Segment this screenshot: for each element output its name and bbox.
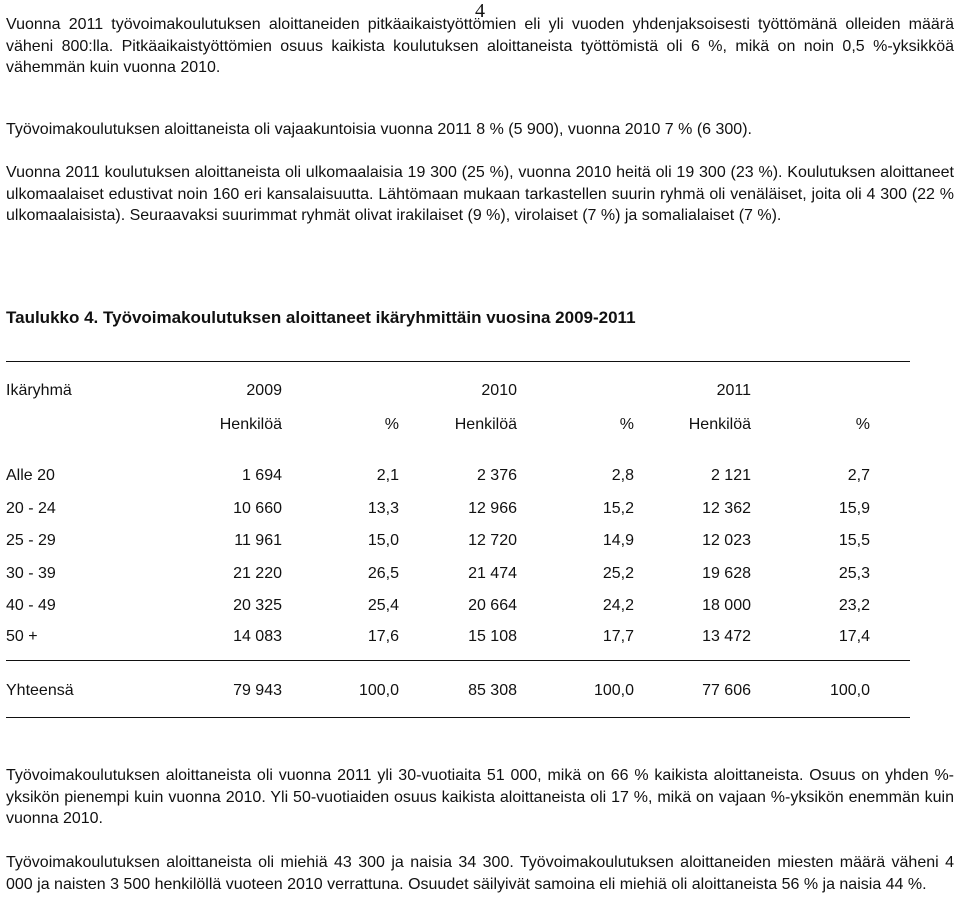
table-cell: 24,2 bbox=[602, 597, 634, 614]
table-cell: 2,7 bbox=[847, 467, 870, 484]
total-cell: 77 606 bbox=[702, 682, 751, 699]
total-cell: 79 943 bbox=[233, 682, 282, 699]
table-cell: 11 961 bbox=[234, 532, 282, 549]
table-cell: 17,6 bbox=[367, 628, 399, 645]
header-persons: Henkilöä bbox=[454, 416, 517, 433]
table-top-rule bbox=[6, 361, 910, 362]
table-cell: 13 472 bbox=[702, 628, 751, 645]
table-cell: 15,2 bbox=[602, 500, 634, 517]
table-mid-rule bbox=[6, 660, 910, 661]
total-cell: 100,0 bbox=[358, 682, 399, 699]
table-cell: 2,1 bbox=[376, 467, 399, 484]
header-year: 2009 bbox=[246, 382, 282, 399]
table-cell: 15,0 bbox=[367, 532, 399, 549]
row-label: 25 - 29 bbox=[6, 532, 56, 549]
table-cell: 21 474 bbox=[468, 565, 517, 582]
table-cell: 12 720 bbox=[468, 532, 517, 549]
table-cell: 25,2 bbox=[602, 565, 634, 582]
table-cell: 26,5 bbox=[367, 565, 399, 582]
table-cell: 20 664 bbox=[468, 597, 517, 614]
paragraph-over-30: Työvoimakoulutuksen aloittaneista oli vuonna 2011 yli 30-vuotiaita 51 000, mikä on 66 % kaikista aloittaneista. Osuus on yhden %-yksikön pienempi kuin vuonna 2010. Yli 50-vuotiaiden osuus kaikista aloittaneista oli 17 %, mikä on vajaan %-yksikön enemmän kuin vuonna 2010. bbox=[6, 767, 954, 827]
paragraph-foreigners: Vuonna 2011 koulutuksen aloittaneista oli ulkomaalaisia 19 300 (25 %), vuonna 2010 heitä oli 19 300 (23 %). Koulutuksen aloittaneet ulkomaalaiset edustivat noin 160 eri kansalaisuutta. Lähtömaan mukaan tarkastellen suurin ryhmä oli venäläiset, joita oli 4 300 (22 % ulkomaalaisista). Seuraavaksi suurimmat ryhmät olivat irakilaiset (9 %), virolaiset (7 %) ja somalialaiset (7 %). bbox=[6, 164, 954, 224]
table-cell: 2,8 bbox=[611, 467, 634, 484]
table-cell: 14 083 bbox=[233, 628, 282, 645]
header-persons: Henkilöä bbox=[688, 416, 751, 433]
table-bottom-rule bbox=[6, 717, 910, 718]
row-label: 30 - 39 bbox=[6, 565, 56, 582]
header-percent: % bbox=[619, 416, 634, 433]
paragraph-gender: Työvoimakoulutuksen aloittaneista oli miehiä 43 300 ja naisia 34 300. Työvoimakoulutuksen aloittaneiden miesten määrä väheni 4 000 ja naisten 3 500 henkilöllä vuoteen 2010 verrattuna. Osuudet säilyivät samoina eli miehiä oli aloittaneista 56 % ja naisia 44 %. bbox=[6, 854, 954, 893]
table-cell: 13,3 bbox=[367, 500, 399, 517]
table-caption: Taulukko 4. Työvoimakoulutuksen aloittaneet ikäryhmittäin vuosina 2009-2011 bbox=[6, 308, 636, 327]
row-label: 40 - 49 bbox=[6, 597, 56, 614]
table-cell: 20 325 bbox=[233, 597, 282, 614]
header-percent: % bbox=[855, 416, 870, 433]
header-year: 2011 bbox=[716, 382, 751, 399]
table-cell: 12 362 bbox=[702, 500, 751, 517]
row-label: Alle 20 bbox=[6, 467, 55, 484]
table-cell: 19 628 bbox=[702, 565, 751, 582]
table-cell: 17,4 bbox=[838, 628, 870, 645]
table-cell: 12 966 bbox=[468, 500, 517, 517]
header-age-group: Ikäryhmä bbox=[6, 382, 72, 399]
page-number: 4 bbox=[475, 0, 485, 22]
table-cell: 23,2 bbox=[838, 597, 870, 614]
table-cell: 15,5 bbox=[838, 532, 870, 549]
header-persons: Henkilöä bbox=[219, 416, 282, 433]
table-cell: 2 121 bbox=[710, 467, 751, 484]
table-cell: 14,9 bbox=[602, 532, 634, 549]
total-label: Yhteensä bbox=[6, 682, 74, 699]
table-cell: 17,7 bbox=[602, 628, 634, 645]
paragraph-disabled: Työvoimakoulutuksen aloittaneista oli vajaakuntoisia vuonna 2011 8 % (5 900), vuonna 2010 7 % (6 300). bbox=[6, 121, 752, 138]
table-cell: 25,4 bbox=[367, 597, 399, 614]
table-cell: 12 023 bbox=[702, 532, 751, 549]
table-cell: 25,3 bbox=[838, 565, 870, 582]
total-cell: 85 308 bbox=[468, 682, 517, 699]
total-cell: 100,0 bbox=[829, 682, 870, 699]
table-cell: 21 220 bbox=[233, 565, 282, 582]
total-cell: 100,0 bbox=[593, 682, 634, 699]
header-year: 2010 bbox=[481, 382, 517, 399]
table-cell: 1 694 bbox=[241, 467, 282, 484]
table-cell: 15,9 bbox=[838, 500, 870, 517]
row-label: 50 + bbox=[6, 628, 38, 645]
table-cell: 10 660 bbox=[233, 500, 282, 517]
header-percent: % bbox=[384, 416, 399, 433]
table-cell: 15 108 bbox=[468, 628, 517, 645]
paragraph-long-term-unemployed: Vuonna 2011 työvoimakoulutuksen aloittaneiden pitkäaikaistyöttömien eli yli vuoden yhdenjaksoisesti työttömänä olleiden määrä väheni 800:lla. Pitkäaikaistyöttömien osuus kaikista koulutuksen aloittaneista työttömistä oli 6 %, mikä on noin 0,5 %-yksikköä vähemmän kuin vuonna 2010. bbox=[6, 16, 954, 76]
row-label: 20 - 24 bbox=[6, 500, 56, 517]
table-cell: 2 376 bbox=[476, 467, 517, 484]
table-cell: 18 000 bbox=[702, 597, 751, 614]
